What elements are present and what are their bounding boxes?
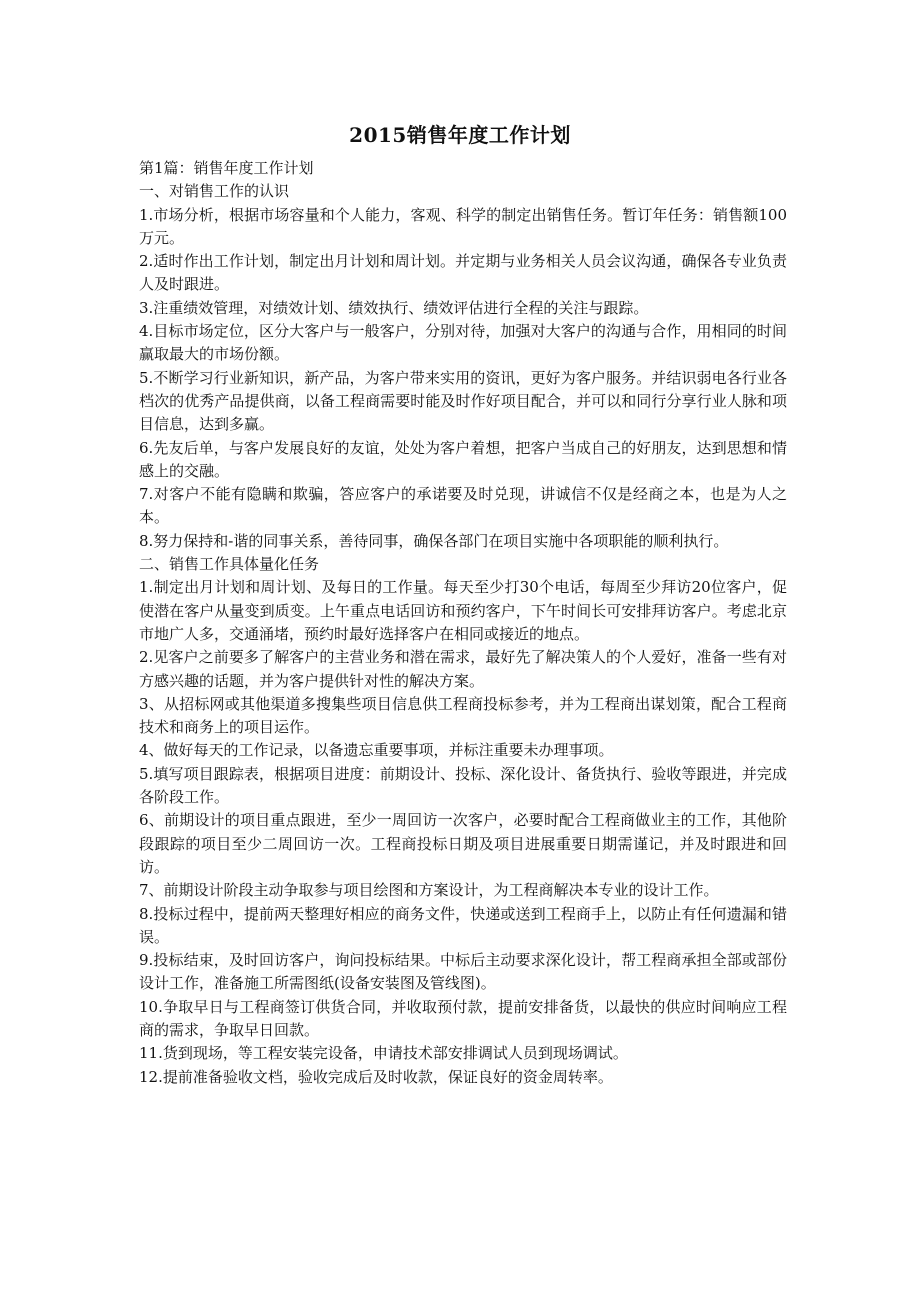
- paragraph: 1.制定出月计划和周计划、及每日的工作量。每天至少打30个电话，每周至少拜访20位客户，促使潜在客户从量变到质变。上午重点电话回访和预约客户，下午时间长可安排拜访客户。考虑北京市地广人多，交通涌堵，预约时最好选择客户在相同或接近的地点。: [139, 578, 787, 643]
- paragraph: 7、前期设计阶段主动争取参与项目绘图和方案设计，为工程商解决本专业的设计工作。: [139, 881, 719, 900]
- paragraph: 1.市场分析，根据市场容量和个人能力，客观、科学的制定出销售任务。暂订年任务：销售额100万元。: [139, 205, 787, 247]
- section-heading-chapter: 第1篇：销售年度工作计划: [139, 159, 314, 177]
- paragraph: 2.见客户之前要多了解客户的主营业务和潜在需求，最好先了解决策人的个人爱好，准备一些有对方感兴趣的话题，并为客户提供针对性的解决方案。: [139, 648, 787, 690]
- paragraph: 8.投标过程中，提前两天整理好相应的商务文件，快递或送到工程商手上，以防止有任何遗漏和错误。: [139, 904, 787, 946]
- section-heading-2: 二、销售工作具体量化任务: [139, 555, 320, 574]
- paragraph: 2.适时作出工作计划，制定出月计划和周计划。并定期与业务相关人员会议沟通，确保各专业负责人及时跟进。: [139, 252, 787, 294]
- paragraph: 12.提前准备验收文档，验收完成后及时收款，保证良好的资金周转率。: [139, 1067, 613, 1086]
- document-title: 2015销售年度工作计划: [349, 123, 571, 147]
- document-body: [139, 157, 787, 1089]
- paragraph: 6、前期设计的项目重点跟进，至少一周回访一次客户，必要时配合工程商做业主的工作，其他阶段跟踪的项目至少二周回访一次。工程商投标日期及项目进展重要日期需谨记，并及时跟进和回访。: [139, 811, 787, 876]
- paragraph: 4、做好每天的工作记录，以备遗忘重要事项，并标注重要未办理事项。: [139, 741, 614, 760]
- section-heading-1: 一、对销售工作的认识: [139, 182, 290, 201]
- paragraph: 6.先友后单，与客户发展良好的友谊，处处为客户着想，把客户当成自己的好朋友，达到思想和情感上的交融。: [139, 438, 787, 480]
- paragraph: 3、从招标网或其他渠道多搜集些项目信息供工程商投标参考，并为工程商出谋划策，配合工程商技术和商务上的项目运作。: [139, 694, 787, 737]
- paragraph: 3.注重绩效管理，对绩效计划、绩效执行、绩效评估进行全程的关注与跟踪。: [139, 298, 649, 317]
- paragraph: 9.投标结束，及时回访客户，询问投标结果。中标后主动要求深化设计，帮工程商承担全部或部份设计工作，准备施工所需图纸(设备安装图及管线图)。: [139, 951, 787, 993]
- paragraph: 4.目标市场定位，区分大客户与一般客户，分别对待，加强对大客户的沟通与合作，用相同的时间赢取最大的市场份额。: [139, 322, 787, 364]
- paragraph: 7.对客户不能有隐瞒和欺骗，答应客户的承诺要及时兑现，讲诚信不仅是经商之本，也是为人之本。: [139, 485, 787, 527]
- paragraph: 5.不断学习行业新知识，新产品，为客户带来实用的资讯，更好为客户服务。并结识弱电各行业各档次的优秀产品提供商，以备工程商需要时能及时作好项目配合，并可以和同行分享行业人脉和项目信息，达到多赢。: [139, 368, 787, 434]
- paragraph: 10.争取早日与工程商签订供货合同，并收取预付款，提前安排备货，以最快的供应时间响应工程商的需求，争取早日回款。: [139, 997, 787, 1039]
- paragraph: 11.货到现场，等工程安装完设备，申请技术部安排调试人员到现场调试。: [139, 1044, 628, 1063]
- paragraph: 8.努力保持和-谐的同事关系，善待同事，确保各部门在项目实施中各项职能的顺利执行。: [139, 531, 729, 550]
- paragraph: 5.填写项目跟踪表，根据项目进度：前期设计、投标、深化设计、备货执行、验收等跟进，并完成各阶段工作。: [139, 764, 787, 807]
